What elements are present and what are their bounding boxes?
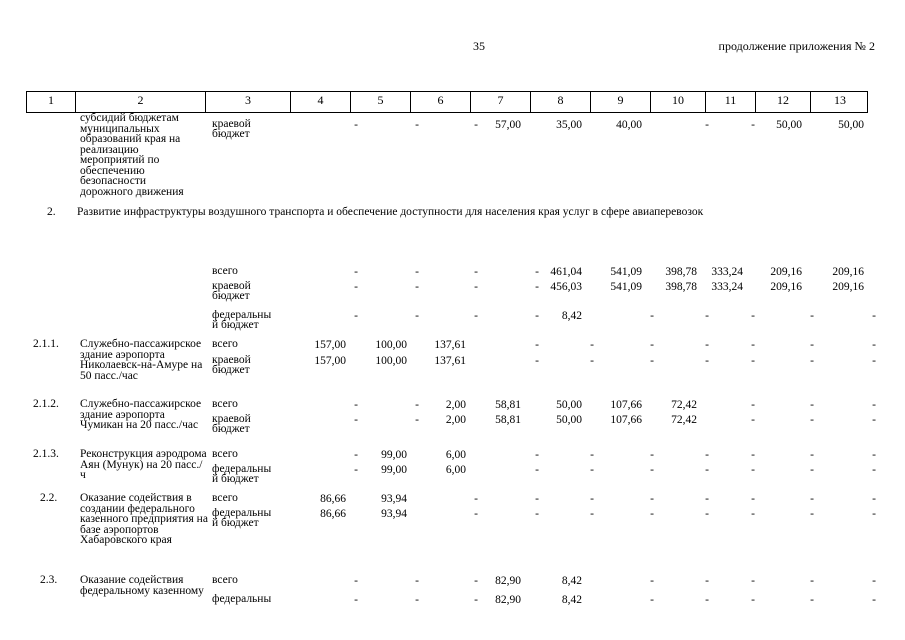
value-cell: - [810, 449, 814, 461]
header-col-6: 6 [411, 92, 471, 112]
row-number: 2.3. [40, 574, 58, 586]
value-cell: - [810, 310, 814, 322]
value-cell: - [872, 508, 876, 520]
value-cell: - [474, 119, 478, 131]
row-number: 2.1.2. [33, 398, 59, 410]
row-name: Оказание содействия в создании федерального казенного предприятия на базе аэропортов Хабаровского края [80, 492, 208, 546]
value-cell: 541,09 [610, 266, 642, 278]
value-cell: - [810, 508, 814, 520]
budget-source: всего [212, 574, 238, 586]
value-cell: 58,81 [495, 399, 521, 411]
value-cell: 72,42 [671, 399, 697, 411]
value-cell: 82,90 [495, 594, 521, 606]
value-cell: 93,94 [381, 493, 407, 505]
value-cell: - [354, 119, 358, 131]
value-cell: - [590, 449, 594, 461]
value-cell: - [810, 464, 814, 476]
value-cell: 40,00 [616, 119, 642, 131]
value-cell: - [705, 339, 709, 351]
value-cell: - [535, 339, 539, 351]
value-cell: - [354, 449, 358, 461]
value-cell: - [751, 414, 755, 426]
value-cell: 333,24 [711, 266, 743, 278]
value-cell: - [535, 464, 539, 476]
value-cell: - [354, 594, 358, 606]
value-cell: 209,16 [770, 281, 802, 293]
value-cell: - [535, 355, 539, 367]
budget-source: всего [212, 338, 238, 350]
value-cell: - [650, 594, 654, 606]
value-cell: - [415, 119, 419, 131]
value-cell: - [810, 594, 814, 606]
value-cell: - [872, 399, 876, 411]
continuation-note: продолжение приложения № 2 [718, 39, 875, 53]
value-cell: 6,00 [445, 449, 466, 461]
value-cell: 137,61 [434, 339, 466, 351]
header-col-2: 2 [76, 92, 206, 112]
value-cell: 58,81 [495, 414, 521, 426]
budget-source: краевой бюджет [212, 118, 251, 140]
value-cell: 456,03 [550, 281, 582, 293]
value-cell: - [650, 508, 654, 520]
value-cell: 333,24 [711, 281, 743, 293]
header-col-4: 4 [291, 92, 351, 112]
value-cell: - [650, 339, 654, 351]
value-cell: - [705, 355, 709, 367]
value-cell: 99,00 [381, 449, 407, 461]
value-cell: - [415, 414, 419, 426]
budget-source: федеральны [212, 593, 272, 605]
row-name: Служебно-пассажирское здание аэропорта Чумикан на 20 пасс./час [80, 398, 202, 431]
value-cell: 209,16 [770, 266, 802, 278]
value-cell: - [705, 449, 709, 461]
value-cell: - [751, 119, 755, 131]
value-cell: 50,00 [776, 119, 802, 131]
section-title: Развитие инфраструктуры воздушного транспорта и обеспечение доступности для населения края услуг в сфере авиаперевозок [77, 206, 704, 218]
value-cell: 107,66 [610, 414, 642, 426]
page-number: 35 [473, 39, 485, 53]
value-cell: - [354, 464, 358, 476]
value-cell: - [810, 414, 814, 426]
value-cell: - [474, 594, 478, 606]
value-cell: - [650, 464, 654, 476]
row-name: Оказание содействия федеральному казенному [80, 574, 204, 597]
table-header-row [26, 91, 868, 113]
value-cell: 8,42 [561, 594, 582, 606]
value-cell: 2,00 [445, 399, 466, 411]
value-cell: 50,00 [556, 399, 582, 411]
value-cell: 541,09 [610, 281, 642, 293]
budget-source: всего [212, 265, 238, 277]
value-cell: - [474, 266, 478, 278]
budget-source: федеральны й бюджет [212, 309, 272, 331]
value-cell: - [474, 508, 478, 520]
value-cell: 35,00 [556, 119, 582, 131]
value-cell: 8,42 [561, 310, 582, 322]
value-cell: - [810, 575, 814, 587]
value-cell: - [872, 449, 876, 461]
header-col-1: 1 [27, 92, 76, 112]
value-cell: - [705, 310, 709, 322]
value-cell: - [751, 339, 755, 351]
header-col-5: 5 [351, 92, 411, 112]
value-cell: 157,00 [314, 339, 346, 351]
value-cell: - [650, 493, 654, 505]
header-col-10: 10 [651, 92, 706, 112]
value-cell: - [705, 594, 709, 606]
value-cell: 137,61 [434, 355, 466, 367]
row-number: 2.1.3. [33, 448, 59, 460]
value-cell: - [354, 310, 358, 322]
header-col-8: 8 [531, 92, 591, 112]
value-cell: - [705, 575, 709, 587]
value-cell: - [535, 266, 539, 278]
section-number: 2. [47, 206, 56, 218]
value-cell: 107,66 [610, 399, 642, 411]
value-cell: - [751, 508, 755, 520]
value-cell: - [354, 281, 358, 293]
value-cell: - [354, 575, 358, 587]
value-cell: - [705, 508, 709, 520]
value-cell: - [751, 594, 755, 606]
value-cell: - [650, 310, 654, 322]
value-cell: - [872, 414, 876, 426]
value-cell: - [590, 464, 594, 476]
header-col-11: 11 [706, 92, 756, 112]
value-cell: 100,00 [375, 355, 407, 367]
value-cell: - [474, 493, 478, 505]
value-cell: 6,00 [445, 464, 466, 476]
budget-source: всего [212, 492, 238, 504]
value-cell: - [872, 594, 876, 606]
value-cell: 209,16 [832, 281, 864, 293]
value-cell: - [650, 575, 654, 587]
budget-source: всего [212, 398, 238, 410]
value-cell: - [872, 493, 876, 505]
value-cell: - [535, 281, 539, 293]
value-cell: - [751, 493, 755, 505]
value-cell: 82,90 [495, 575, 521, 587]
value-cell: 100,00 [375, 339, 407, 351]
value-cell: 99,00 [381, 464, 407, 476]
value-cell: - [415, 399, 419, 411]
value-cell: - [872, 310, 876, 322]
value-cell: - [415, 594, 419, 606]
value-cell: 50,00 [556, 414, 582, 426]
header-col-12: 12 [756, 92, 811, 112]
value-cell: - [751, 575, 755, 587]
value-cell: - [705, 464, 709, 476]
value-cell: - [354, 414, 358, 426]
value-cell: - [535, 493, 539, 505]
value-cell: 398,78 [665, 281, 697, 293]
value-cell: - [751, 449, 755, 461]
value-cell: - [810, 399, 814, 411]
budget-source: краевой бюджет [212, 280, 251, 302]
value-cell: - [751, 399, 755, 411]
value-cell: - [415, 310, 419, 322]
value-cell: 8,42 [561, 575, 582, 587]
row-name: Реконструкция аэродрома Аян (Мунук) на 20 пасс./ч [80, 448, 207, 481]
value-cell: - [650, 355, 654, 367]
value-cell: 57,00 [495, 119, 521, 131]
value-cell: - [415, 575, 419, 587]
budget-source: краевой бюджет [212, 413, 251, 435]
value-cell: - [810, 339, 814, 351]
value-cell: - [810, 355, 814, 367]
value-cell: - [650, 449, 654, 461]
value-cell: 72,42 [671, 414, 697, 426]
budget-source: краевой бюджет [212, 354, 251, 376]
budget-source: федеральны й бюджет [212, 507, 272, 529]
value-cell: - [535, 449, 539, 461]
value-cell: 398,78 [665, 266, 697, 278]
value-cell: - [354, 266, 358, 278]
value-cell: - [474, 310, 478, 322]
value-cell: 93,94 [381, 508, 407, 520]
row-name: Служебно-пассажирское здание аэропорта Николаевск-на-Амуре на 50 пасс./час [80, 338, 203, 382]
budget-source: федеральны й бюджет [212, 463, 272, 485]
value-cell: - [751, 355, 755, 367]
header-col-13: 13 [834, 93, 846, 107]
header-col-3: 3 [206, 92, 291, 112]
value-cell: - [590, 508, 594, 520]
value-cell: - [705, 119, 709, 131]
header-col-7: 7 [471, 92, 531, 112]
value-cell: - [751, 464, 755, 476]
value-cell: - [590, 355, 594, 367]
value-cell: - [705, 493, 709, 505]
value-cell: 157,00 [314, 355, 346, 367]
value-cell: 461,04 [550, 266, 582, 278]
value-cell: - [415, 266, 419, 278]
value-cell: - [354, 399, 358, 411]
row-number: 2.1.1. [33, 338, 59, 350]
value-cell: 209,16 [832, 266, 864, 278]
value-cell: - [535, 508, 539, 520]
value-cell: - [872, 575, 876, 587]
value-cell: - [872, 339, 876, 351]
value-cell: - [415, 281, 419, 293]
value-cell: - [872, 464, 876, 476]
value-cell: - [872, 355, 876, 367]
value-cell: - [590, 339, 594, 351]
value-cell: 86,66 [320, 493, 346, 505]
value-cell: - [751, 310, 755, 322]
value-cell: - [810, 493, 814, 505]
value-cell: - [474, 575, 478, 587]
row-name: субсидий бюджетам муниципальных образований края на реализацию мероприятий по обеспечению безопасности дорожного движения [80, 112, 184, 198]
value-cell: 2,00 [445, 414, 466, 426]
value-cell: - [535, 310, 539, 322]
value-cell: 86,66 [320, 508, 346, 520]
header-col-9: 9 [591, 92, 651, 112]
row-number: 2.2. [40, 492, 58, 504]
budget-source: всего [212, 448, 238, 460]
value-cell: 50,00 [838, 119, 864, 131]
value-cell: - [474, 281, 478, 293]
value-cell: - [590, 493, 594, 505]
